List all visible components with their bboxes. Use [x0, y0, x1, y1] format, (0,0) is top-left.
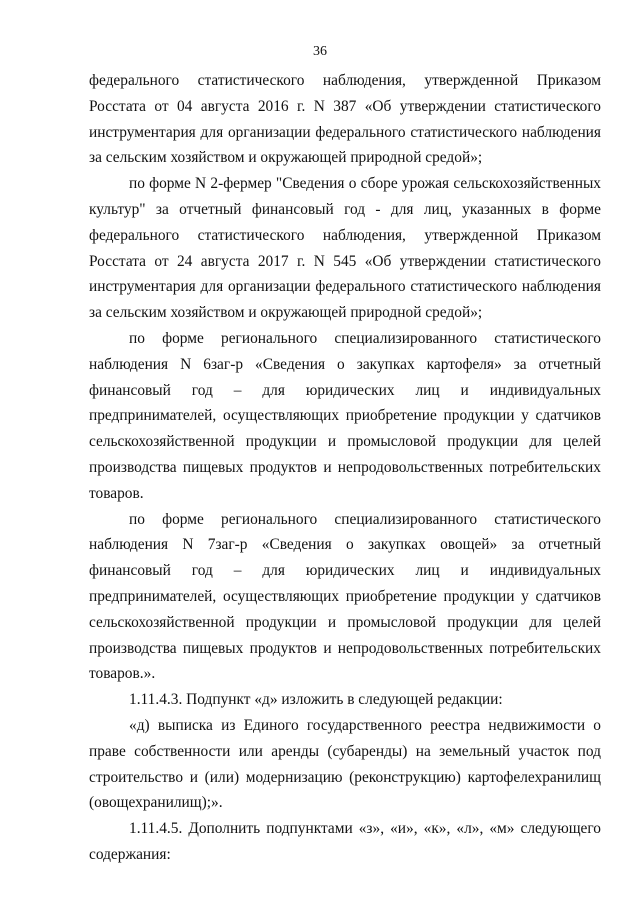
- document-body: [89, 68, 601, 868]
- paragraph-form-2-fermer: по форме N 2-фермер "Сведения о сборе урожая сельскохозяйственных культур" за отчетный финансовый год - для лиц, указанных в форме федерального статистического наблюдения, утвержденной Приказом Росстата от 24 августа 2017 г. N 545 «Об утверждении статистического инструментария для организации федерального статистического наблюдения за сельским хозяйством и окружающей природной средой»;: [89, 175, 601, 322]
- page-number: 36: [313, 44, 327, 59]
- paragraph-continuation: федерального статистического наблюдения, утвержденной Приказом Росстата от 04 августа 2016 г. N 387 «Об утверждении статистического инструментария для организации федерального статистического наблюдения за сельским хозяйством и окружающей природной средой»;: [89, 72, 601, 167]
- paragraph-clause-1-11-4-5: 1.11.4.5. Дополнить подпунктами «з», «и», «к», «л», «м» следующего содержания:: [89, 820, 601, 863]
- paragraph-clause-1-11-4-3: 1.11.4.3. Подпункт «д» изложить в следующей редакции:: [129, 691, 503, 709]
- paragraph-subclause-d: «д) выписка из Единого государственного реестра недвижимости о праве собственности или аренды (субаренды) на земельный участок под строительство и (или) модернизацию (реконструкцию) картофелехранилищ (овощехранилищ);».: [89, 716, 601, 812]
- paragraph-form-7zag-r: по форме регионального специализированного статистического наблюдения N 7заг-р «Сведения о закупках овощей» за отчетный финансовый год – для юридических лиц и индивидуальных предпринимателей, осуществляющих приобретение продукции у сдатчиков сельскохозяйственной продукции и промысловой продукции для целей производства пищевых продуктов и непродовольственных потребительских товаров.».: [89, 510, 601, 683]
- paragraph-form-6zag-r: по форме регионального специализированного статистического наблюдения N 6заг-р «Сведения о закупках картофеля» за отчетный финансовый год – для юридических лиц и индивидуальных предпринимателей, осуществляющих приобретение продукции у сдатчиков сельскохозяйственной продукции и промысловой продукции для целей производства пищевых продуктов и непродовольственных потребительских товаров.: [89, 329, 601, 502]
